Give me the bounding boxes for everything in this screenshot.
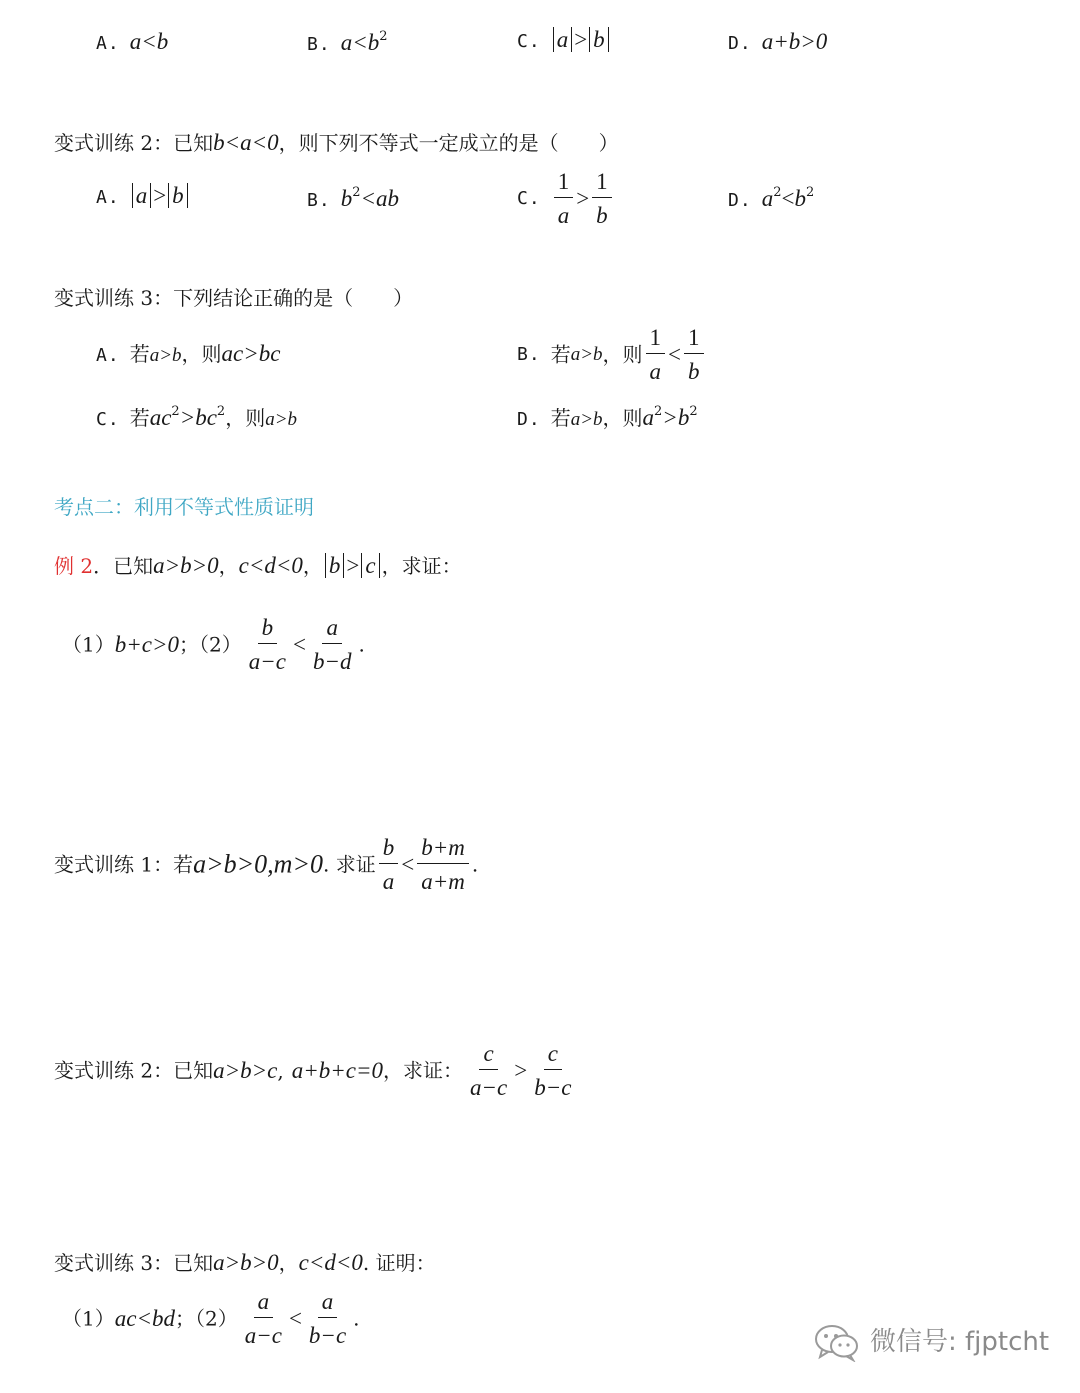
q2-option-d: D. $a^2<b^2$ [728, 185, 815, 211]
example-label: 例 2 [54, 554, 94, 578]
fraction: $\frac{1}{b}$ [684, 326, 704, 383]
q2-option-b: B. $b^2<ab$ [307, 185, 399, 211]
fraction: $\frac{b+m}{a+m}$ [417, 836, 469, 893]
prev-option-a: A. a<b [96, 29, 169, 54]
fraction: $\frac{1}{b}$ [592, 170, 612, 227]
prev-option-b: B. $a<b^2$ [307, 29, 388, 55]
q3-option-a: A. 若a>b，则ac>bc [96, 341, 281, 366]
question-3-title: 变式训练 3：下列结论正确的是（ ） [54, 286, 414, 310]
variant-3-parts: （1）ac<bd；（2） $\frac{a}{a-c}$ < $\frac{a}{b-c}$ . [62, 1289, 360, 1348]
example-2-parts: （1）b+c>0；（2） $\frac{b}{a-c}$ < $\frac{a}{b-d}$ . [62, 615, 365, 674]
fraction: $\frac{1}{a}$ [554, 170, 574, 227]
fraction: $\frac{a}{b-d}$ [312, 615, 352, 674]
q3-option-c: C. 若$ac^2>bc^2$，则a>b [96, 404, 298, 430]
example-2: 例 2．已知a>b>0，c<d<0， b > c ，求证： [54, 553, 462, 578]
prev-option-c: C. a > b [517, 28, 611, 51]
variant-3: 变式训练 3：已知a>b>0，c<d<0. 证明： [54, 1250, 436, 1275]
fraction: $\frac{c}{b-c}$ [534, 1041, 572, 1100]
section-heading: 考点二：利用不等式性质证明 [54, 495, 314, 519]
q2-option-a: A. a > b [96, 184, 190, 207]
fraction: $\frac{a}{b-c}$ [308, 1289, 347, 1348]
q3-option-d: D. 若a>b，则$a^2>b^2$ [517, 404, 698, 430]
variant-2: 变式训练 2：已知a>b>c, a+b+c=0，求证： $\frac{c}{a-c}$ > $\frac{c}{b-c}$ [54, 1042, 578, 1099]
q2-option-c: C. $\frac{1}{a}$ > $\frac{1}{b}$ [517, 170, 615, 227]
fraction: $\frac{b}{a-c}$ [248, 615, 286, 674]
wechat-icon [812, 1322, 862, 1362]
fraction: $\frac{b}{a}$ [379, 836, 399, 893]
question-2-title: 变式训练 2：已知b<a<0，则下列不等式一定成立的是（ ） [54, 130, 619, 155]
math: a<b [129, 29, 169, 54]
watermark: 微信号: fjptcht [812, 1322, 1049, 1362]
q3-option-b: B. 若a>b，则 $\frac{1}{a}$ < $\frac{1}{b}$ [517, 326, 707, 383]
fraction: $\frac{1}{a}$ [646, 326, 666, 383]
variant-1: 变式训练 1：若a>b>0,m>0. 求证 $\frac{b}{a}$ < $\frac{b+m}{a+m}$ . [54, 835, 479, 894]
fraction: $\frac{c}{a-c}$ [469, 1041, 508, 1100]
fraction: $\frac{a}{a-c}$ [244, 1289, 282, 1348]
prev-option-d: D. a+b>0 [728, 29, 828, 54]
